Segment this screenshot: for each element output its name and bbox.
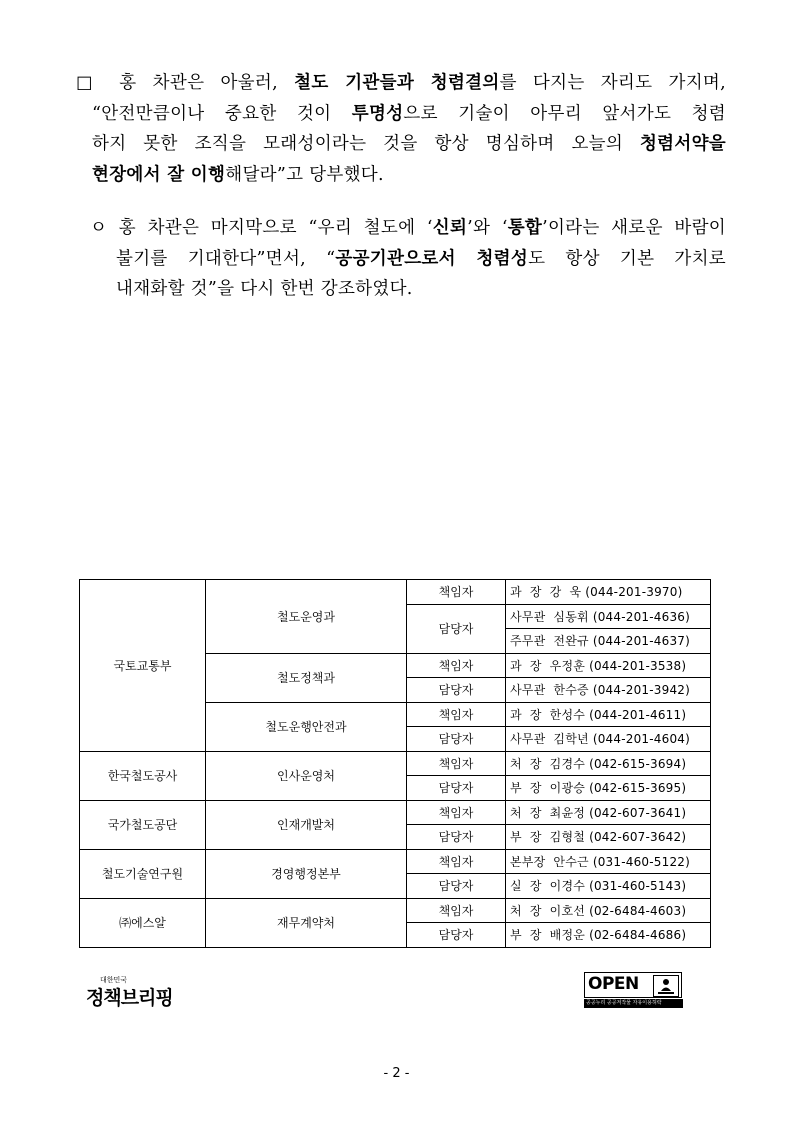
person-cell: 실 장 이경수 (031-460-5143) [506, 874, 711, 899]
role-cell: 담당자 [407, 727, 506, 752]
open-logo-text: OPEN [588, 974, 639, 994]
person-cell: 과 장 우정훈 (044-201-3538) [506, 653, 711, 678]
table-row [80, 898, 711, 923]
role-cell: 담당자 [407, 874, 506, 899]
table-row [80, 580, 711, 605]
paragraph-2 [90, 213, 726, 305]
open-logo-subtext: 공공누리 공공저작물 자유이용허락 [584, 999, 683, 1008]
paragraph-1-line: “안전만큼이나 중요한 것이 투명성으로 기술이 아무리 앞서가도 청렴 [92, 103, 727, 124]
person-cell: 부 장 김형철 (042-607-3642) [506, 825, 711, 850]
open-license-logo [584, 972, 684, 1010]
org-cell: 철도기술연구원 [80, 849, 206, 898]
role-cell: 책임자 [407, 580, 506, 605]
person-cell: 과 장 강 욱 (044-201-3970) [506, 580, 711, 605]
open-logo-box [584, 972, 682, 998]
paragraph-2-line: 내재화할 것”을 다시 한번 강조하였다. [116, 279, 413, 299]
person-cell: 사무관 한수증 (044-201-3942) [506, 678, 711, 703]
person-cell: 과 장 한성수 (044-201-4611) [506, 702, 711, 727]
paragraph-1-line: 하지 못한 조직을 모래성이라는 것을 항상 명심하며 오늘의 청렴서약을 [92, 134, 726, 154]
person-cell: 사무관 김학년 (044-201-4604) [506, 727, 711, 752]
person-cell: 처 장 이호선 (02-6484-4603) [506, 898, 711, 923]
role-cell: 담당자 [407, 825, 506, 850]
org-cell: 국가철도공단 [80, 800, 206, 849]
dept-cell: 철도운영과 [206, 580, 407, 654]
dept-cell: 인사운영처 [206, 751, 407, 800]
dept-cell: 철도운행안전과 [206, 702, 407, 751]
person-cell: 부 장 이광승 (042-615-3695) [506, 776, 711, 801]
table-row [80, 849, 711, 874]
contacts-table [79, 579, 711, 948]
paragraph-1-line: 현장에서 잘 이행해달라”고 당부했다. [92, 164, 384, 185]
person-cell: 사무관 심동휘 (044-201-4636) [506, 604, 711, 629]
page-number: - 2 - [383, 1066, 410, 1081]
dept-cell: 재무계약처 [206, 898, 407, 947]
role-cell: 담당자 [407, 776, 506, 801]
role-cell: 책임자 [407, 800, 506, 825]
role-cell: 담당자 [407, 923, 506, 948]
role-cell: 책임자 [407, 898, 506, 923]
role-cell: 담당자 [407, 678, 506, 703]
table-row [80, 800, 711, 825]
dept-cell: 철도정책과 [206, 653, 407, 702]
paragraph-2-line: 불기를 기대한다”면서, “공공기관으로서 청렴성도 항상 기본 가치로 [116, 248, 726, 269]
role-cell: 책임자 [407, 849, 506, 874]
logo-small-text: 대한민국 [100, 976, 128, 984]
person-cell: 부 장 배정운 (02-6484-4686) [506, 923, 711, 948]
attribution-icon [653, 975, 679, 997]
person-cell: 처 장 김경수 (042-615-3694) [506, 751, 711, 776]
paragraph-2-line: ㅇ 홍 차관은 마지막으로 “우리 철도에 ‘신뢰’와 ‘통합’이라는 새로운 바람이 [90, 218, 727, 238]
role-cell: 책임자 [407, 653, 506, 678]
policy-briefing-logo [86, 975, 186, 1011]
org-cell: 국토교통부 [80, 580, 206, 752]
role-cell: 책임자 [407, 702, 506, 727]
role-cell: 담당자 [407, 604, 506, 653]
dept-cell: 경영행정본부 [206, 849, 407, 898]
org-cell: 한국철도공사 [80, 751, 206, 800]
paragraph-1 [76, 68, 726, 190]
person-cell: 주무관 전완규 (044-201-4637) [506, 629, 711, 654]
org-cell: ㈜에스알 [80, 898, 206, 947]
person-cell: 처 장 최윤정 (042-607-3641) [506, 800, 711, 825]
table-row [80, 751, 711, 776]
role-cell: 책임자 [407, 751, 506, 776]
logo-big-text: 정책브리핑 [86, 987, 173, 1009]
dept-cell: 인재개발처 [206, 800, 407, 849]
person-cell: 본부장 안수근 (031-460-5122) [506, 849, 711, 874]
paragraph-1-line: □ 홍 차관은 아울러, 철도 기관들과 청렴결의를 다지는 자리도 가지며, [76, 73, 726, 93]
